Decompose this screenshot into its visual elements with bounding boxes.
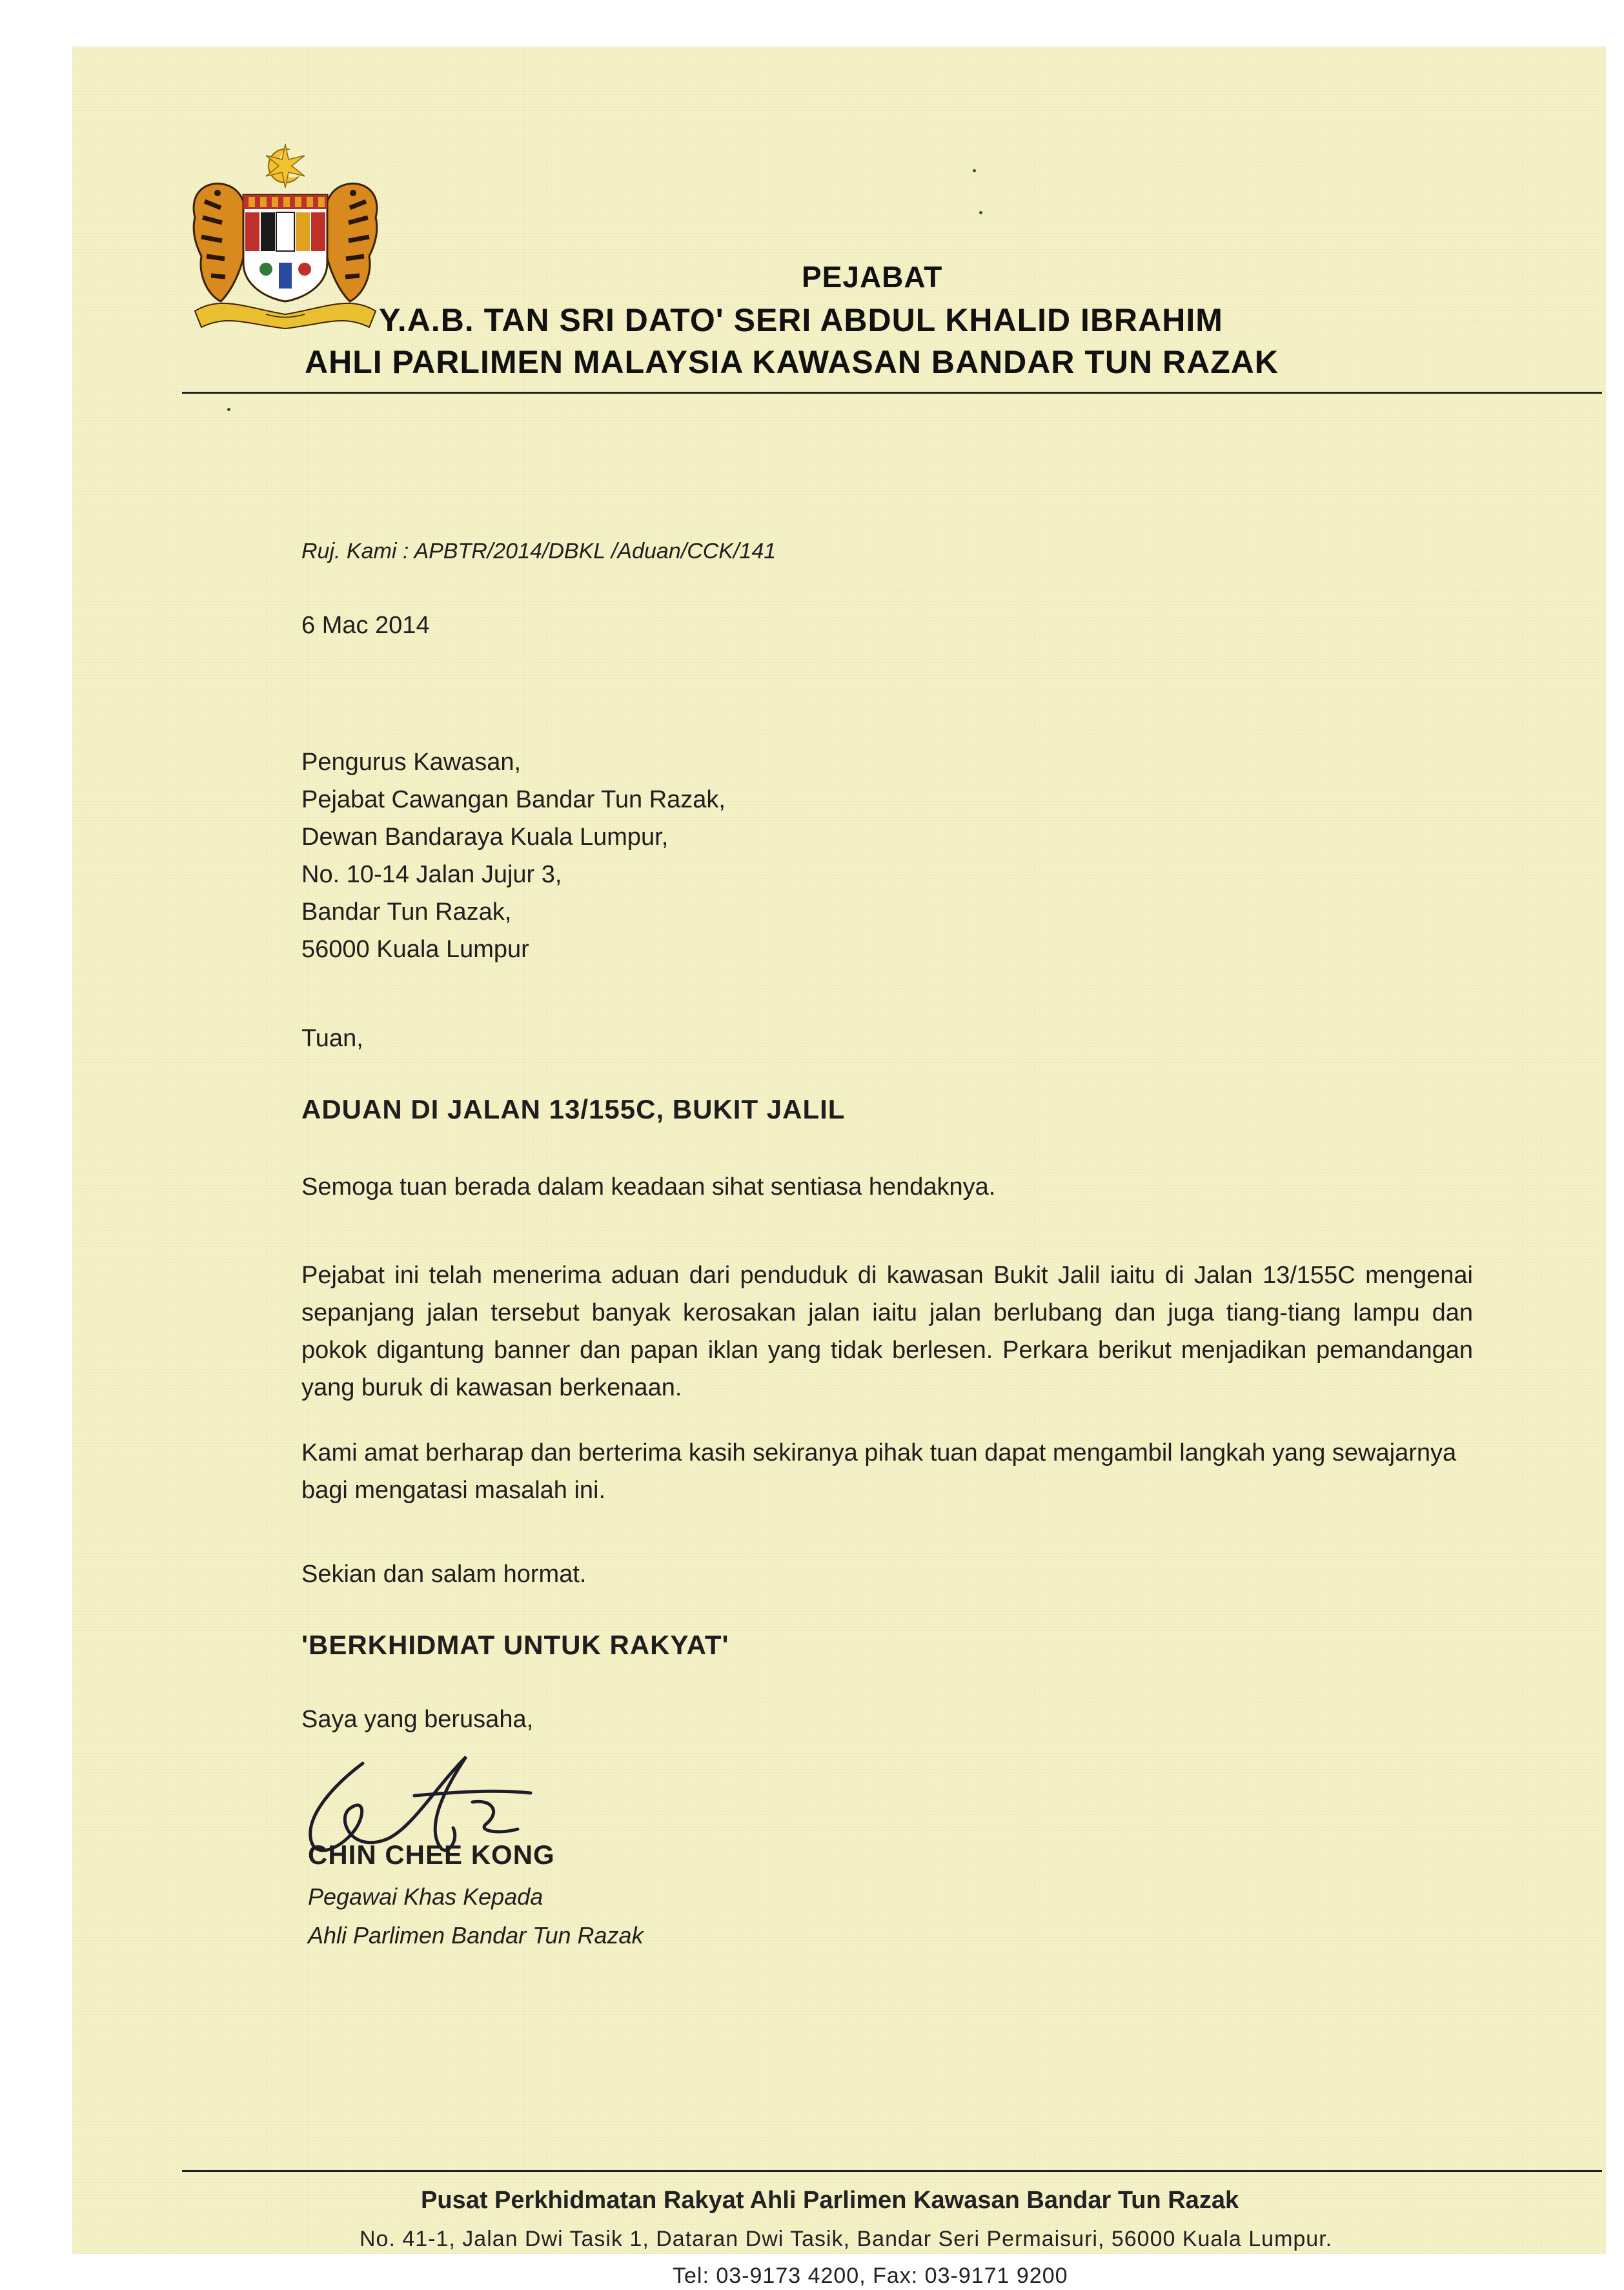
recipient-address (301, 744, 726, 968)
closing-paragraph: Sekian dan salam hormat. (301, 1561, 587, 1588)
header-office-label: PEJABAT (802, 260, 943, 294)
header-divider (182, 392, 1602, 394)
motto: 'BERKHIDMAT UNTUK RAKYAT' (301, 1630, 729, 1660)
recipient-line: Pengurus Kawasan, (301, 749, 522, 776)
letter-paper (72, 46, 1606, 2288)
greeting-paragraph: Semoga tuan berada dalam keadaan sihat sentiasa hendaknya. (301, 1173, 996, 1201)
paper-speck (979, 211, 982, 214)
salutation: Tuan, (301, 1025, 363, 1052)
recipient-line: Dewan Bandaraya Kuala Lumpur, (301, 824, 669, 851)
request-paragraph: Kami amat berharap dan berterima kasih sekiranya pihak tuan dapat mengambil langkah yang sewajarnya bagi mengatasi masalah ini. (301, 1439, 1457, 1504)
letter-date: 6 Mac 2014 (301, 612, 430, 639)
reference-number: Ruj. Kami : APBTR/2014/DBKL /Aduan/CCK/141 (301, 539, 776, 563)
header-constituency: AHLI PARLIMEN MALAYSIA KAWASAN BANDAR TUN RAZAK (305, 344, 1279, 380)
recipient-line: No. 10-14 Jalan Jujur 3, (301, 861, 562, 888)
recipient-line: Bandar Tun Razak, (301, 898, 512, 926)
signatory-name: CHIN CHEE KONG (308, 1839, 555, 1870)
signatory-title: Pegawai Khas Kepada (308, 1883, 543, 1910)
letter-subject: ADUAN DI JALAN 13/155C, BUKIT JALIL (301, 1094, 846, 1124)
paper-speck (973, 169, 976, 172)
footer-address: No. 41-1, Jalan Dwi Tasik 1, Dataran Dwi Tasik, Bandar Seri Permaisuri, 56000 Kuala Lumpur. (360, 2227, 1333, 2251)
paper-speck (227, 408, 230, 411)
header-name: Y.A.B. TAN SRI DATO' SERI ABDUL KHALID IBRAHIM (379, 302, 1223, 338)
footer-divider (182, 2170, 1602, 2172)
recipient-line: Pejabat Cawangan Bandar Tun Razak, (301, 786, 726, 813)
closing-line: Saya yang berusaha, (301, 1706, 534, 1733)
footer-centre-name: Pusat Perkhidmatan Rakyat Ahli Parlimen Kawasan Bandar Tun Razak (421, 2187, 1239, 2214)
signatory-office: Ahli Parlimen Bandar Tun Razak (308, 1922, 644, 1949)
coat-of-arms-icon (182, 140, 389, 340)
complaint-paragraph: Pejabat ini telah menerima aduan dari penduduk di kawasan Bukit Jalil iaitu di Jalan 13/155C mengenai sepanjang jalan tersebut banyak kerosakan jalan iaitu jalan berlubang dan juga tiang-tiang lampu dan pokok digantung banner dan papan iklan yang tidak berlesen. Perkara berikut menjadikan pemandangan yang buruk di kawasan berkenaan. (301, 1262, 1473, 1401)
recipient-line: 56000 Kuala Lumpur (301, 936, 529, 963)
footer-contact: Tel: 03-9173 4200, Fax: 03-9171 9200 (673, 2264, 1068, 2288)
